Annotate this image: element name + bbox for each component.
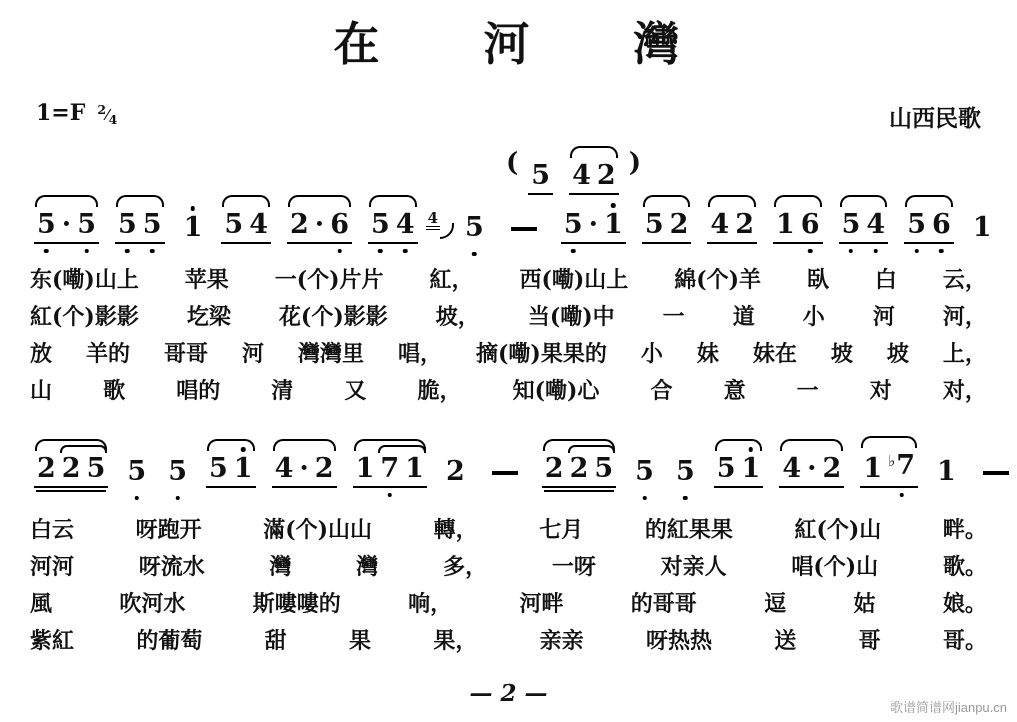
lyric-segment: 送	[774, 628, 797, 654]
measure	[665, 453, 771, 488]
lyric-segment: 果，	[433, 628, 478, 654]
lyric-segment: 放	[30, 341, 53, 367]
header-meta-row	[0, 100, 1017, 133]
lyric-segment: 摘(嘞)果果的	[476, 341, 607, 367]
measure	[426, 209, 553, 244]
lyric-segment: 娘。	[942, 591, 987, 617]
note: ·	[588, 209, 599, 240]
lyric-segment: 圪梁	[186, 304, 231, 330]
lyric-segment: 灣灣里	[298, 341, 365, 367]
note: 1	[937, 456, 956, 487]
lyric-segment: 灣	[356, 554, 379, 580]
note: 5	[86, 453, 106, 484]
note: 5	[839, 209, 864, 241]
lyric-segment: 姑	[853, 591, 876, 617]
note-group	[970, 212, 995, 244]
lyric-segment: 白云	[30, 517, 75, 543]
note: ·	[299, 453, 309, 484]
tie-arc	[440, 223, 454, 239]
note: 1	[601, 209, 626, 241]
note: 5	[224, 209, 244, 240]
lyric-segment: 道	[732, 304, 755, 330]
dash-note	[983, 471, 1009, 475]
note: 6	[929, 209, 954, 241]
note: 5	[673, 456, 698, 488]
lyric-segment: 哥哥	[164, 341, 209, 367]
note-group	[443, 456, 468, 488]
note: 6	[798, 209, 823, 241]
lyric-segment: 歌	[103, 378, 126, 404]
lyric-segment: 当(嘞)中	[527, 304, 615, 330]
note: 7	[377, 453, 402, 485]
lyric-line	[30, 266, 987, 295]
lyric-segment: 小	[640, 341, 663, 367]
lyric-segment: 白	[874, 267, 897, 293]
note-group	[642, 209, 692, 244]
lyric-segment: 小	[802, 304, 825, 330]
note-group	[1011, 227, 1017, 244]
note: 2	[735, 209, 754, 240]
note: 5	[904, 209, 929, 241]
note: ♭7	[885, 450, 918, 485]
note-group	[115, 209, 165, 244]
lyric-segment: 斯嘍嘍的	[252, 591, 341, 617]
measure	[26, 453, 157, 488]
lyric-segment: 歌。	[942, 554, 987, 580]
lyric-segment: 河	[242, 341, 265, 367]
note-group	[353, 453, 427, 488]
note-group	[561, 209, 626, 244]
measure	[831, 209, 962, 244]
note: 1	[231, 453, 256, 485]
note: 1	[776, 209, 795, 240]
time-signature: $^2⁄_4$	[97, 102, 118, 127]
lyric-segment: 灣	[269, 554, 292, 580]
note: 6	[327, 209, 352, 241]
lyric-segment: 一(个)片片	[274, 267, 384, 293]
note: 1	[863, 453, 883, 484]
inner-slur-group	[377, 453, 427, 485]
lyric-segment: 河畔	[519, 591, 564, 617]
inner-slur-group	[59, 453, 109, 485]
note-group	[975, 471, 1017, 488]
lyric-segment: 羊的	[86, 341, 131, 367]
lyric-segment: 呀流水	[138, 554, 205, 580]
watermark: 歌谱简谱网jianpu.cn	[889, 700, 1007, 715]
note-group	[707, 209, 757, 244]
lyric-segment: 紅(个)山	[794, 517, 882, 543]
lyric-segment: 唱(个)山	[791, 554, 879, 580]
lyric-segment: 妹	[696, 341, 719, 367]
note: 5	[124, 456, 149, 488]
inner-slur-group	[567, 453, 617, 485]
measure	[435, 456, 534, 488]
page-number: — 2 —	[469, 680, 548, 707]
note: 4	[274, 453, 294, 484]
lyric-segment: 河，	[942, 304, 987, 330]
close-paren: )	[628, 148, 641, 178]
note: 5	[531, 160, 551, 191]
lyric-block-2	[0, 516, 1017, 664]
note: 5	[115, 209, 140, 241]
note-group	[165, 456, 190, 488]
note-group	[34, 209, 99, 244]
lyric-segment: 意	[723, 378, 746, 404]
note-group	[221, 209, 271, 244]
dash-note	[492, 471, 518, 475]
open-paren: (	[505, 148, 519, 178]
lyric-segment: 苹果	[184, 267, 229, 293]
note: 1	[181, 212, 206, 244]
lyric-segment: 对	[869, 378, 892, 404]
note: 5	[462, 212, 487, 244]
note: 5	[716, 453, 736, 484]
page-title: 在 河 灣	[333, 17, 684, 71]
note: 2	[314, 453, 334, 484]
lyric-segment: 河河	[30, 554, 75, 580]
lyric-segment: 对，	[942, 378, 987, 404]
lyric-segment: 果	[348, 628, 371, 654]
lyric-segment: 合	[650, 378, 673, 404]
lyric-segment: 的哥哥	[630, 591, 697, 617]
measure	[157, 453, 263, 488]
lyric-segment: 河	[872, 304, 895, 330]
lyric-segment: 紅，	[429, 267, 474, 293]
flat-icon: ♭	[888, 452, 896, 470]
note: ·	[61, 209, 72, 240]
note: 5	[594, 453, 614, 484]
lyric-segment: 吹河水	[119, 591, 186, 617]
measure	[279, 209, 426, 244]
lyric-segment: 对亲人	[660, 554, 727, 580]
note-group	[181, 212, 206, 244]
lyric-segment: 又	[344, 378, 367, 404]
lyric-segment: 畔。	[942, 517, 987, 543]
lyric-segment: 的葡萄	[136, 628, 203, 654]
dash-note	[511, 227, 537, 231]
lyric-line	[30, 340, 987, 369]
lyric-segment: 呀热热	[645, 628, 712, 654]
note: 1	[739, 453, 764, 485]
note: 5	[632, 456, 657, 488]
lyric-segment: 脆，	[417, 378, 462, 404]
measure	[173, 209, 279, 244]
note: 4	[426, 210, 440, 230]
lyric-segment: 山	[30, 378, 53, 404]
lyric-segment: 坡	[830, 341, 853, 367]
note-group	[673, 456, 698, 488]
lyric-segment: 多，	[443, 554, 488, 580]
lyric-segment: 紅(个)影影	[30, 304, 139, 330]
lyric-segment: 云，	[942, 267, 987, 293]
lyric-segment: 上，	[942, 341, 987, 367]
note-group	[368, 209, 418, 244]
note-group	[632, 456, 657, 488]
lyric-line	[30, 553, 987, 582]
note: 4	[572, 160, 591, 191]
measure	[699, 209, 830, 244]
lyric-segment: 甜	[264, 628, 287, 654]
note: 1	[405, 453, 424, 484]
lyric-segment: 东(嘞)山上	[30, 267, 139, 293]
measure	[26, 209, 173, 244]
lyric-segment: 西(嘞)山上	[519, 267, 629, 293]
measure	[264, 453, 435, 488]
lyric-segment: 清	[271, 378, 294, 404]
note: 5	[208, 453, 228, 484]
note-group	[860, 450, 918, 488]
note-group	[287, 209, 352, 244]
note: 5	[644, 209, 664, 240]
note: 4	[393, 209, 418, 241]
lyric-segment: 唱，	[398, 341, 443, 367]
measure	[534, 453, 665, 488]
lyric-segment: 的紅果果	[644, 517, 733, 543]
lyric-segment: 花(个)影影	[278, 304, 388, 330]
music-line-1	[0, 186, 1017, 244]
lyric-line	[30, 590, 987, 619]
measure	[962, 212, 1017, 244]
lyric-segment: 逗	[764, 591, 787, 617]
lyric-segment: 唱的	[176, 378, 221, 404]
note-group	[34, 453, 108, 488]
note: 2	[61, 453, 81, 484]
note: 2	[37, 453, 56, 484]
note: 4	[710, 209, 730, 240]
lyric-segment: 响，	[408, 591, 453, 617]
note-group	[272, 453, 337, 488]
note: 5	[368, 209, 393, 241]
note: 4	[249, 209, 268, 240]
lyric-block-1	[0, 266, 1017, 414]
lyric-segment: 亲亲	[539, 628, 584, 654]
note: 4	[782, 453, 802, 484]
note: 2	[289, 209, 309, 240]
note-group	[714, 453, 764, 488]
lyric-segment: 哥。	[942, 628, 987, 654]
note-group	[542, 453, 616, 488]
key-signature	[36, 100, 117, 133]
note: 2	[669, 209, 689, 240]
lyric-segment: 綿(个)羊	[674, 267, 762, 293]
note-group	[503, 227, 545, 244]
note-group	[206, 453, 256, 488]
lyric-segment: 妹在	[752, 341, 797, 367]
note: 5	[165, 456, 190, 488]
lyric-segment: 風	[30, 591, 53, 617]
measure	[553, 209, 700, 244]
lyric-segment: 一呀	[551, 554, 596, 580]
note: ·	[807, 453, 817, 484]
note-group	[124, 456, 149, 488]
lyric-segment: 臥	[806, 267, 829, 293]
measure	[926, 456, 1017, 488]
note: 2	[596, 160, 616, 191]
grace-note	[426, 210, 454, 230]
note: ·	[314, 209, 325, 240]
lyric-segment: 一	[662, 304, 685, 330]
lyric-line	[30, 303, 987, 332]
key-label: 1=F	[36, 100, 86, 126]
note-group	[934, 456, 959, 488]
note-group	[462, 212, 487, 244]
note: 5	[561, 209, 586, 241]
note: 1	[972, 212, 992, 243]
lyric-segment: 知(嘞)心	[512, 378, 600, 404]
lyric-segment: 一	[796, 378, 819, 404]
lyric-line	[30, 627, 987, 656]
note: 2	[544, 453, 564, 484]
lyric-segment: 滿(个)山山	[263, 517, 373, 543]
lyric-line	[30, 516, 987, 545]
lyric-segment: 坡	[886, 341, 909, 367]
note: 2	[569, 453, 589, 484]
lyric-segment: 坡，	[435, 304, 480, 330]
note: 5	[140, 209, 165, 241]
note-group	[779, 453, 844, 488]
note: 2	[822, 453, 842, 484]
lyric-segment: 呀跑开	[135, 517, 202, 543]
note-group	[484, 471, 526, 488]
lyric-segment: 轉，	[433, 517, 478, 543]
song-attribution: 山西民歌	[889, 105, 981, 132]
lyric-segment: 七月	[539, 517, 584, 543]
measure	[771, 450, 926, 488]
note-group	[773, 209, 823, 244]
note-group	[839, 209, 889, 244]
note-group	[904, 209, 954, 244]
lyric-line	[30, 377, 987, 406]
note: 5	[34, 209, 59, 241]
note: 4	[863, 209, 888, 241]
music-line-2	[0, 430, 1017, 488]
note: 5	[74, 209, 99, 241]
lyric-segment: 哥	[858, 628, 881, 654]
note: 1	[355, 453, 375, 484]
lyric-segment: 紫紅	[30, 628, 75, 654]
note: 2	[445, 456, 465, 487]
